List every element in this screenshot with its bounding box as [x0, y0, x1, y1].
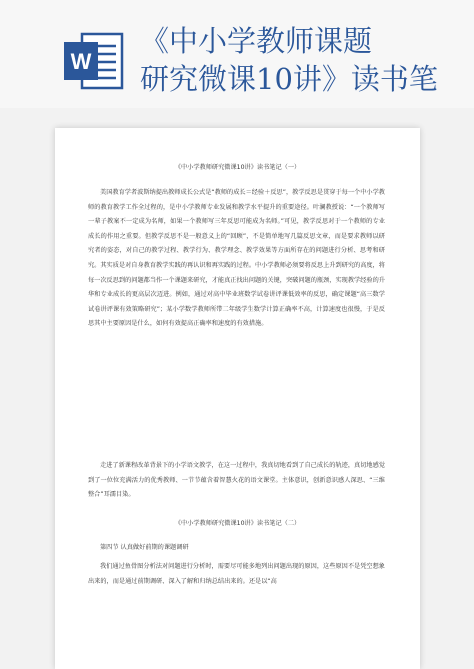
banner-title-line2: 研究微课10讲》读书笔 [140, 62, 438, 96]
section-heading: 第四节 认真做好前期的课题调研 [100, 544, 189, 551]
doc-heading-1: 《中小学教师研究微课10讲》读书笔记（一） [174, 164, 301, 171]
paragraph-1: 美国教育学者波斯纳提出教师成长公式是“教师的成长＝经验＋反思”，教学反思是贯穿于每一个中小学教师的教育教学工作全过程的，是中小学教师专业发展和教学水平提升的重要途径。叶澜教授说：“一个教师写一辈子教案不一定成为名师，如果一个教师写三年反思可能成为名师。”可见，教学反思对于一个教师的专业成长的作用之重要。但教学反思不是一般意义上的“回顾”，不是简单地写几篇反思文章，而是要求教师以研究者的姿态，对自己的教学过程、教学行为、教学理念、教学效果等方面所存在的问题进行分析、思考和研究。其实质是对自身教育教学实践的再认识和再实践的过程。中小学教师必须要将反思上升到研究的高度，将每一次反思到的问题都当作一个课题来研究，才能真正找出问题的关键，突破问题的瓶颈，实现教学经验的升华和专业成长的更高层次迈进。例如，通过对高中毕业班数学试卷讲评课低效率的反思，确定课题“高三数学试卷讲评课有效策略研究”；某小学数学教师所带二年级学生数学计算正确率不高，计算速度也很慢，于是反思其中主要原因是什么，如何有效提高正确率和速度的有效措施。 [88, 189, 385, 328]
doc-heading-2: 《中小学教师研究微课10讲》读书笔记（二） [174, 520, 301, 527]
preview-banner [0, 0, 474, 108]
paragraph-2: 走进了新课程改革背景下的小学语文教学，在这一过程中，我真切地看到了自己成长的轨迹，真切地感觉到了一位位充满活力的优秀教师、一节节蕴含着智慧火花的语文课堂。主体意识，创新意识感人深思、“三维整合”耳濡目染。 [88, 462, 385, 499]
word-icon [62, 30, 124, 92]
word-icon-letter: W [70, 49, 92, 74]
banner-title-line1: 《中小学教师课题 [140, 24, 373, 58]
banner-title [140, 22, 474, 98]
document-page [55, 128, 420, 669]
paragraph-3: 我们通过鱼骨图分析法对问题进行分析时，需要尽可能多地列出问题出现的原因，这些原因不是凭空想象出来的，而是通过前期调研、深入了解和归纳总结出来的。还是以“高 [88, 563, 385, 585]
